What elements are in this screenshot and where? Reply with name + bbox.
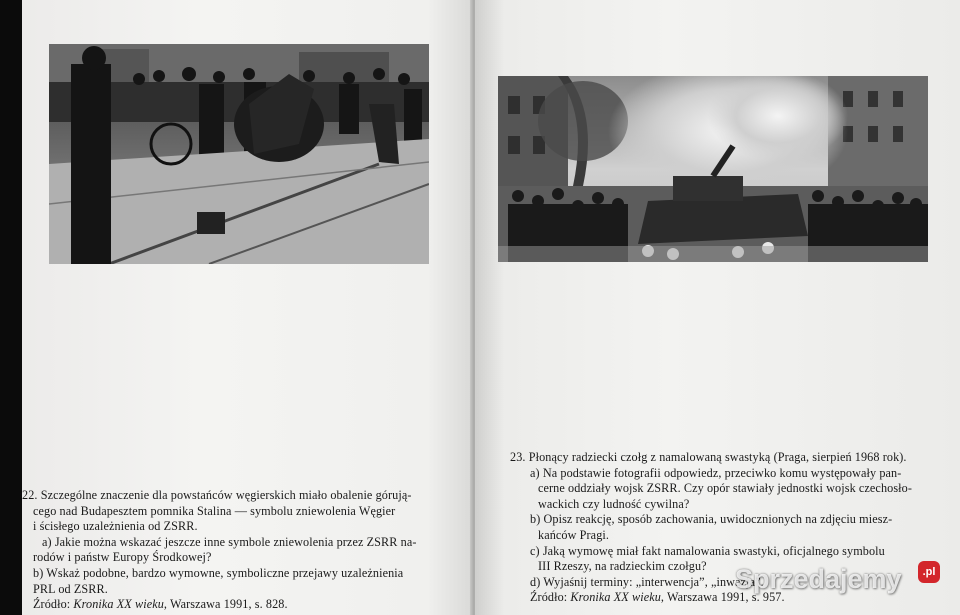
question-a-line: a) Jakie można wskazać jeszcze inne symbole zniewolenia przez ZSRR na- (42, 534, 417, 549)
caption-number: 23. (510, 450, 526, 464)
source-title: Kronika XX wieku (73, 597, 164, 612)
question-b-line: b) Opisz reakcję, sposób zachowania, uwidocznionych na zdjęciu miesz- (530, 512, 893, 527)
question-a-line: wackich czy ludność cywilna? (538, 496, 690, 511)
stalin-statue-photo (49, 44, 429, 264)
caption-line: Szczególne znaczenie dla powstańców węgierskich miało obalenie górują- (40, 488, 412, 502)
source-prefix: Źródło: (530, 590, 571, 605)
question-b-line: PRL od ZSRR. (33, 581, 108, 596)
source-line (22, 597, 417, 613)
stalin-statue-photo-image (49, 44, 429, 264)
question-c-line: III Rzeszy, na radzieckim czołgu? (538, 559, 707, 574)
question-a-line: cerne oddziały wojsk ZSRR. Czy opór stawiały jednostki wojsk czechosło- (538, 481, 913, 496)
question-a-line: rodów i państw Europy Środkowej? (33, 550, 212, 565)
source-title: Kronika XX wieku (570, 590, 661, 605)
caption-line: cego nad Budapesztem pomnika Stalina — symbolu zniewolenia Węgier (33, 503, 396, 518)
watermark-text: Sprzedajemy (735, 564, 902, 594)
source-suffix: , Warszawa 1991, s. 828. (163, 597, 288, 612)
question-b-line: kańców Pragi. (538, 527, 610, 542)
right-page (475, 0, 960, 615)
caption-title: Płonący radziecki czołg z namalowaną swastyką (Praga, sierpień 1968 rok). (528, 450, 907, 464)
burning-tank-photo (498, 76, 928, 262)
source-prefix: Źródło: (33, 597, 74, 612)
question-a-line: a) Na podstawie fotografii odpowiedz, przeciwko komu występowały pan- (530, 465, 902, 480)
left-page (22, 0, 473, 615)
caption-line: i ścisłego uzależnienia od ZSRR. (33, 519, 198, 534)
caption-number: 22. (22, 488, 38, 502)
question-d-line: d) Wyjaśnij terminy: „interwencja”, „inwazja”. (530, 574, 764, 589)
question-c-line: c) Jaką wymowę miał fakt namalowania swastyki, oficjalnego symbolu (530, 543, 885, 558)
burning-tank-photo-image (498, 76, 928, 262)
question-b-line: b) Wskaż podobne, bardzo wymowne, symboliczne przejawy uzależnienia (33, 565, 404, 580)
source-suffix: , Warszawa 1991, s. 957. (660, 590, 785, 605)
watermark-badge: .pl (918, 561, 940, 583)
caption-22 (22, 488, 417, 613)
